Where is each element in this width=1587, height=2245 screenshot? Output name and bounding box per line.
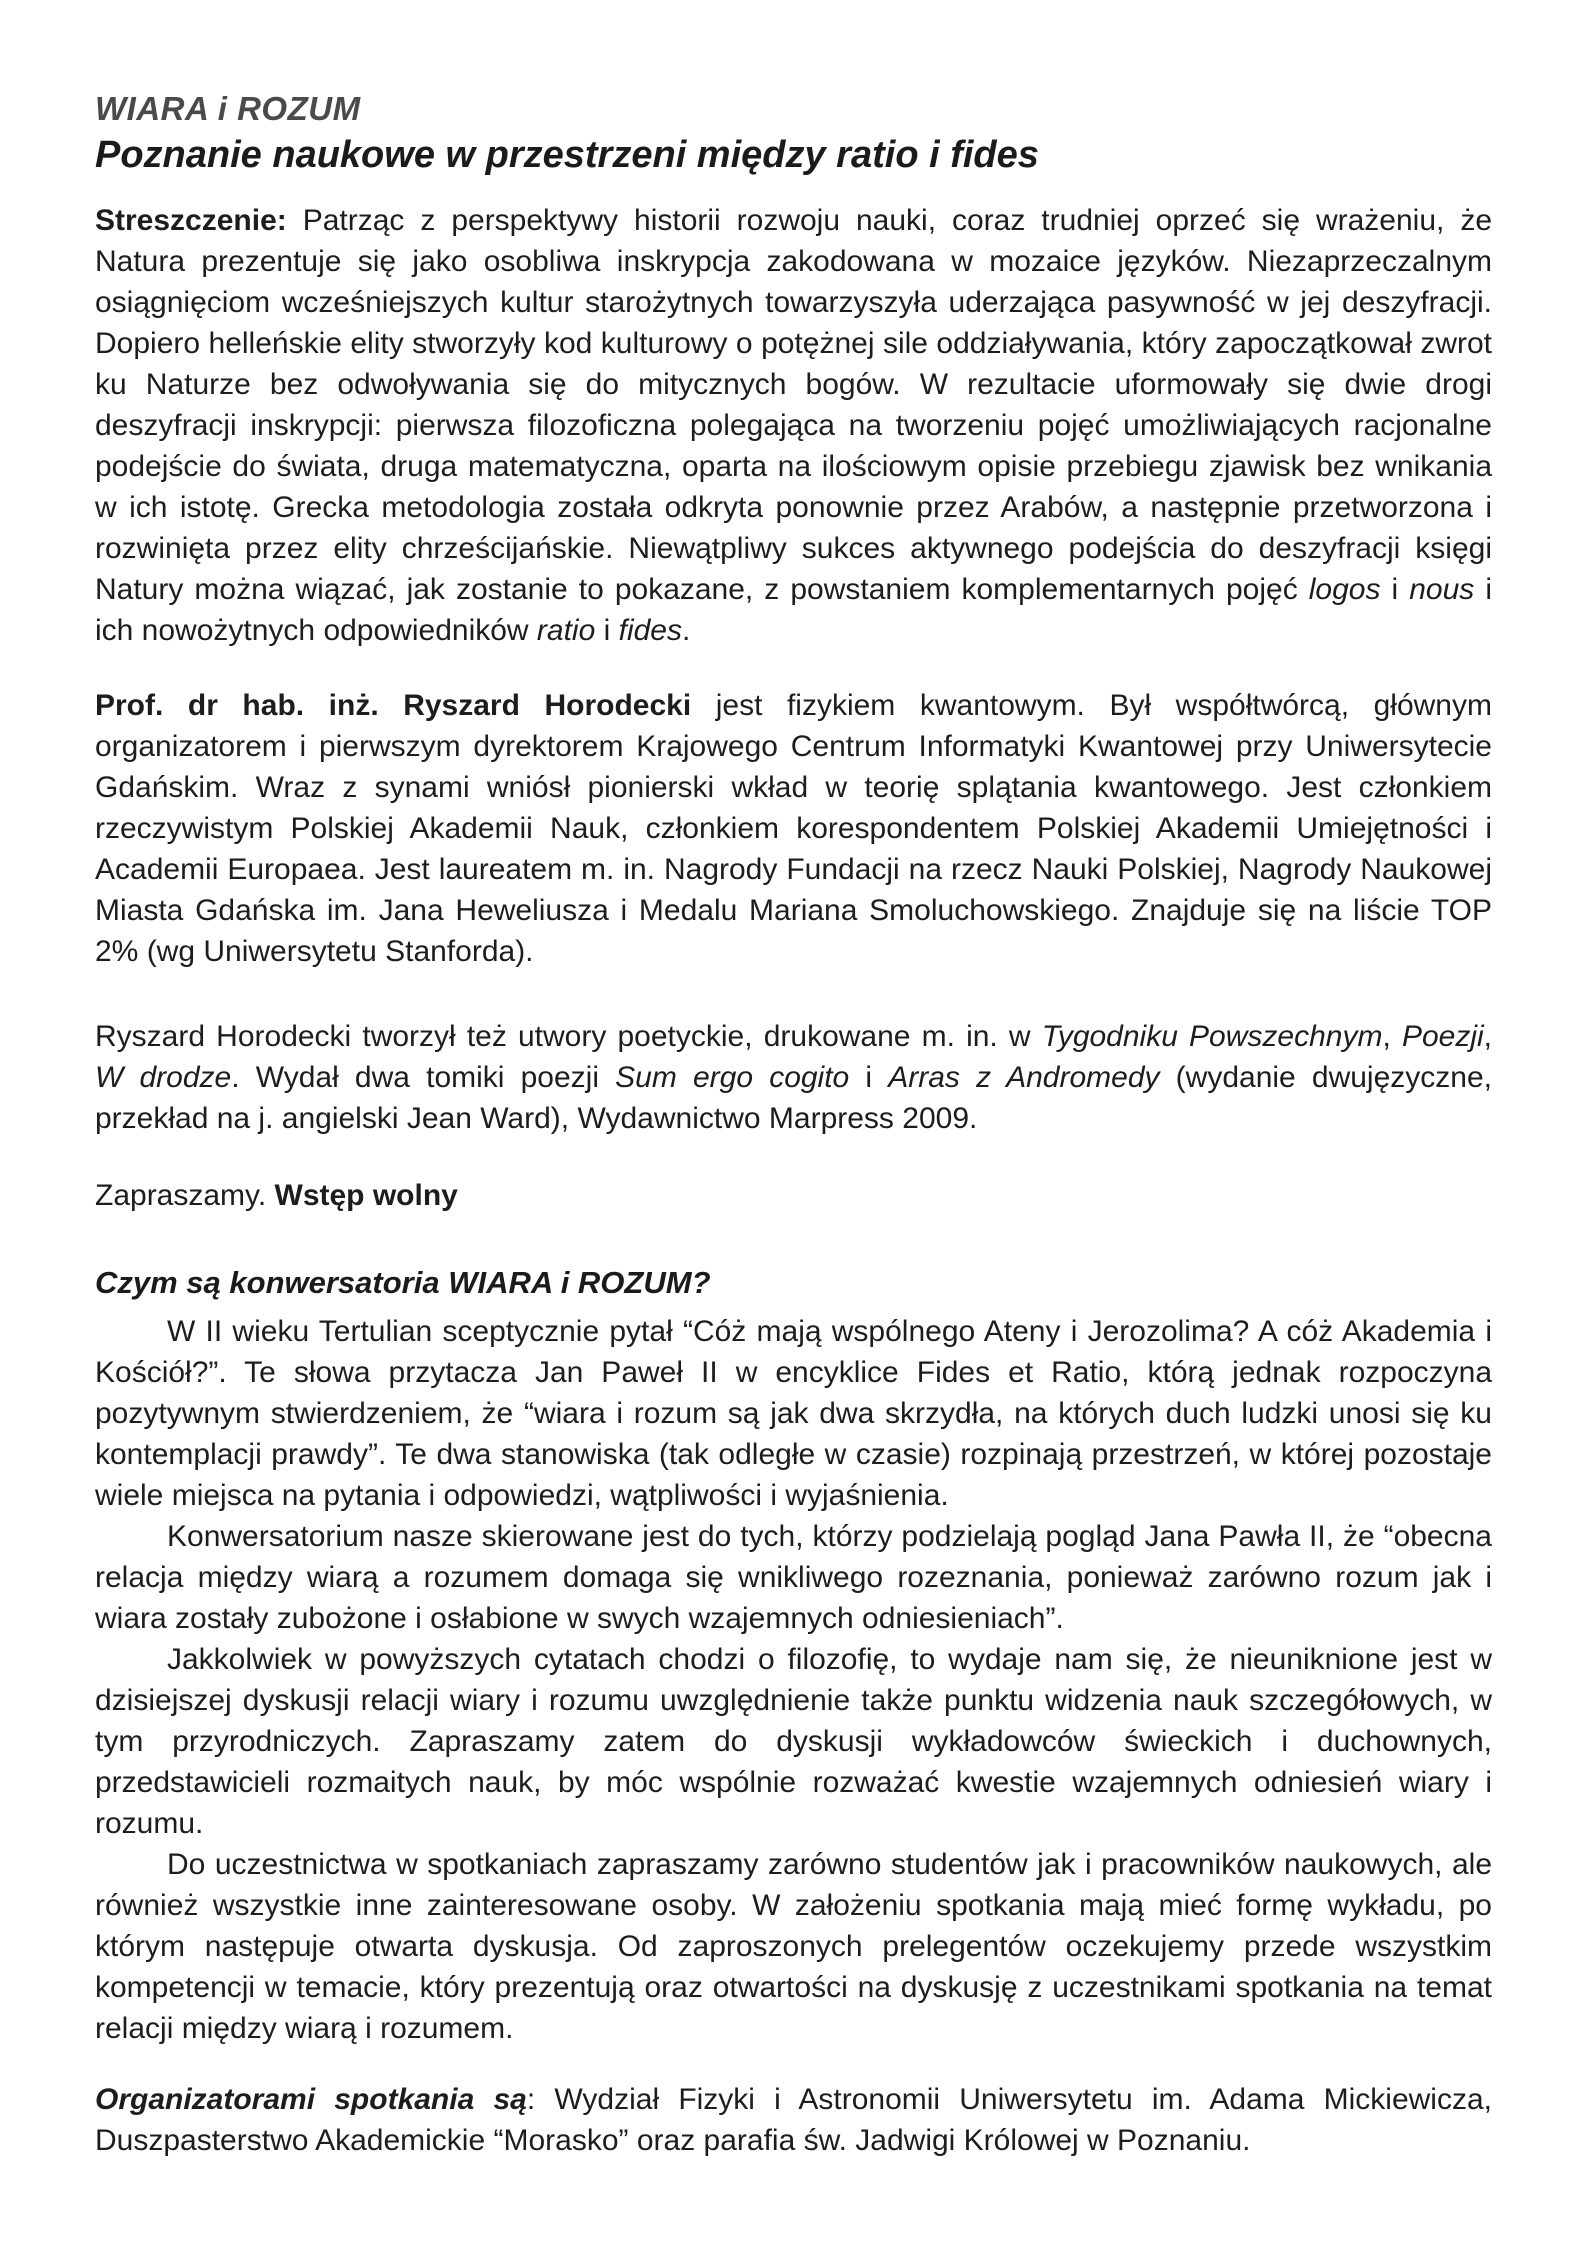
series-title: WIARA i ROZUM: [95, 90, 361, 127]
section-paragraph-1: [95, 1311, 1492, 1516]
text-segment: W drodze: [95, 1061, 232, 1094]
text-segment: fides: [618, 614, 682, 647]
text-segment: .: [682, 614, 691, 647]
text-segment: ,: [1382, 1020, 1402, 1053]
text-segment: Poezji: [1401, 1020, 1484, 1053]
invitation-line: [95, 1175, 1492, 1216]
text-segment: ,: [1483, 1020, 1492, 1053]
text-segment: Organizatorami spotkania są: [95, 2083, 527, 2116]
text-segment: . Wydał dwa tomiki poezji: [231, 1061, 616, 1094]
poetry-paragraph: [95, 1016, 1492, 1139]
text-segment: Jakkolwiek w powyższych cytatach chodzi o filozofię, to wydaje nam się, że nieuniknione jest w dzisiejszej dyskusji relacji wiary i rozumu uwzględnienie także punktu widzenia nauk szczegółowych, w tym przyrodniczych. Zapraszamy zatem do dyskusji wykładowców świeckich i duchownych, przedstawicieli rozmaitych nauk, by móc wspólnie rozważać kwestie wzajemnych odniesień wiary i rozumu.: [95, 1643, 1492, 1840]
text-segment: nous: [1409, 573, 1475, 606]
lecture-title: Poznanie naukowe w przestrzeni między ratio i fides: [95, 134, 1039, 176]
text-segment: Prof. dr hab. inż. Ryszard Horodecki: [95, 689, 692, 722]
text-segment: Streszczenie:: [95, 204, 287, 237]
text-segment: Patrząc z perspektywy historii rozwoju nauki, coraz trudniej oprzeć się wrażeniu, że Natura prezentuje się jako osobliwa inskrypcja zakodowana w mozaice języków. Niezaprzeczalnym osiągnięciom wcześniejszych kultur starożytnych towarzyszyła uderzająca pasywność w jej deszyfracji. Dopiero helleńskie elity stworzyły kod kulturowy o potężnej sile oddziaływania, który zapoczątkował zwrot ku Naturze bez odwoływania się do mitycznych bogów. W rezultacie uformowały się dwie drogi deszyfracji inskrypcji: pierwsza filozoficzna polegająca na tworzeniu pojęć umożliwiających racjonalne podejście do świata, druga matematyczna, oparta na ilościowym opisie przebiegu zjawisk bez wnikania w ich istotę. Grecka metodologia została odkryta ponownie przez Arabów, a następnie przetworzona i rozwinięta przez elity chrześcijańskie. Niewątpliwy sukces aktywnego podejścia do deszyfracji księgi Natury można wiązać, jak zostanie to pokazane, z powstaniem komplementarnych pojęć: [95, 204, 1492, 606]
section-heading: Czym są konwersatoria WIARA i ROZUM?: [95, 1265, 711, 1300]
text-segment: ratio: [536, 614, 596, 647]
text-segment: Sum ergo cogito: [615, 1061, 850, 1094]
text-segment: Ryszard Horodecki tworzył też utwory poetyckie, drukowane m. in. w: [95, 1020, 1042, 1053]
text-segment: i: [1380, 573, 1410, 606]
text-segment: Zapraszamy.: [95, 1179, 275, 1212]
text-segment: W II wieku Tertulian sceptycznie pytał “Cóż mają wspólnego Ateny i Jerozolima? A cóż Akademia i Kościół?”. Te słowa przytacza Jan Paweł II w encyklice Fides et Ratio, którą jednak rozpoczyna pozytywnym stwierdzeniem, że “wiara i rozum są jak dwa skrzydła, na których duch ludzki unosi się ku kontemplacji prawdy”. Te dwa stanowiska (tak odległe w czasie) rozpinają przestrzeń, w której pozostaje wiele miejsca na pytania i odpowiedzi, wątpliwości i wyjaśnienia.: [95, 1315, 1492, 1512]
text-segment: Arras z Andromedy: [888, 1061, 1160, 1094]
section-paragraph-4: [95, 1844, 1492, 2049]
speaker-bio-paragraph: [95, 685, 1492, 972]
organizers-paragraph: [95, 2079, 1492, 2161]
text-segment: : Wydział Fizyki i Astronomii Uniwersytetu im. Adama Mickiewicza, Duszpasterstwo Akademickie “Morasko” oraz parafia św. Jadwigi Królowej w Poznaniu.: [95, 2083, 1492, 2157]
text-segment: i: [849, 1061, 889, 1094]
section-paragraph-2: [95, 1516, 1492, 1639]
text-segment: logos: [1308, 573, 1381, 606]
text-segment: i: [595, 614, 619, 647]
text-segment: Konwersatorium nasze skierowane jest do tych, którzy podzielają pogląd Jana Pawła II, że “obecna relacja między wiarą a rozumem domaga się wnikliwego rozeznania, ponieważ zarówno rozum jak i wiara zostały zubożone i osłabione w swych wzajemnych odniesieniach”.: [95, 1520, 1492, 1635]
text-segment: i ich nowożytnych odpowiedników: [95, 573, 1493, 647]
text-segment: jest fizykiem kwantowym. Był współtwórcą, głównym organizatorem i pierwszym dyrektorem Krajowego Centrum Informatyki Kwantowej przy Uniwersytecie Gdańskim. Wraz z synami wniósł pionierski wkład w teorię splątania kwantowego. Jest członkiem rzeczywistym Polskiej Akademii Nauk, członkiem korespondentem Polskiej Akademii Umiejętności i Academii Europaea. Jest laureatem m. in. Nagrody Fundacji na rzecz Nauki Polskiej, Nagrody Naukowej Miasta Gdańska im. Jana Heweliusza i Medalu Mariana Smoluchowskiego. Znajduje się na liście TOP 2% (wg Uniwersytetu Stanforda).: [95, 689, 1492, 968]
abstract-paragraph: [95, 200, 1492, 651]
text-segment: Do uczestnictwa w spotkaniach zapraszamy zarówno studentów jak i pracowników naukowych, ale również wszystkie inne zainteresowane osoby. W założeniu spotkania mają mieć formę wykładu, po którym następuje otwarta dyskusja. Od zaproszonych prelegentów oczekujemy przede wszystkim kompetencji w temacie, który prezentują oraz otwartości na dyskusję z uczestnikami spotkania na temat relacji między wiarą i rozumem.: [95, 1848, 1492, 2045]
text-segment: (wydanie dwujęzyczne, przekład na j. angielski Jean Ward), Wydawnictwo Marpress 2009.: [95, 1061, 1492, 1135]
text-segment: Tygodniku Powszechnym: [1041, 1020, 1383, 1053]
text-segment: Wstęp wolny: [274, 1179, 458, 1212]
section-paragraph-3: [95, 1639, 1492, 1844]
